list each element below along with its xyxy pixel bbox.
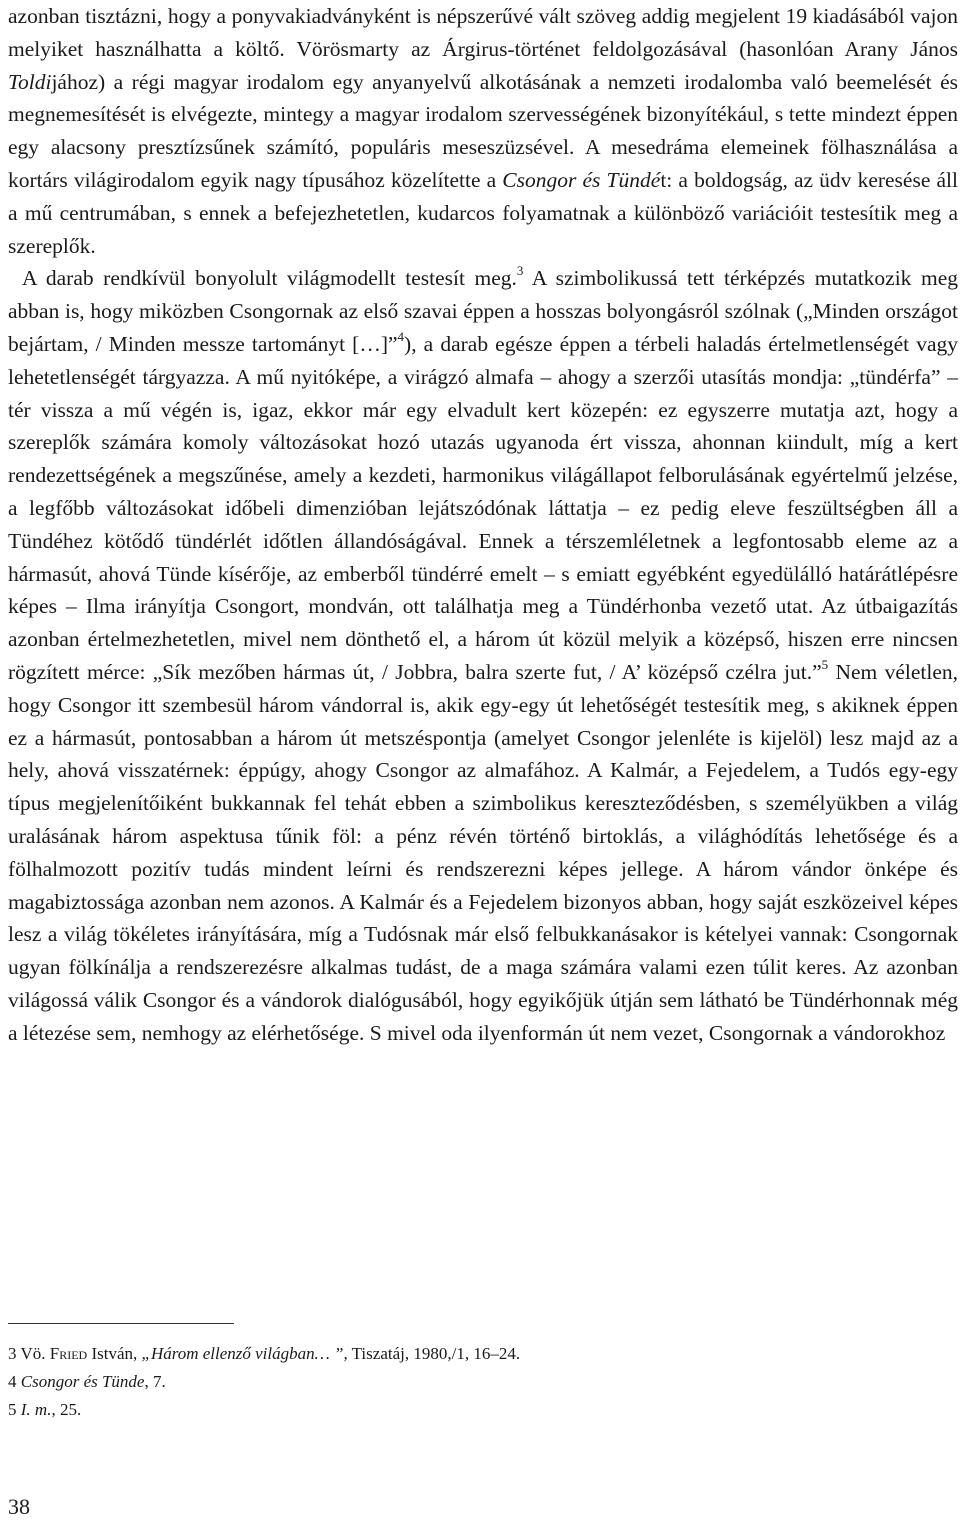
italic-title: „Három ellenző világban… ” xyxy=(141,1344,344,1363)
footnote-5 xyxy=(8,1396,908,1424)
text-run: ), a darab egésze éppen a térbeli haladás értelmetlenségét vagy lehetetlenségét tárgyazza. A mű nyitóképe, a virágzó almafa – ahogy a szerzői utasítás mondja: „tündérfa” – tér vissza a mű végén is, igaz, ekkor már egy elvadult kert közepén: ez egyszerre mutatja azt, hogy a szereplők számára komoly változásokat hozó utazás ugyanoda ért vissza, ahonnan kiindult, míg a kert rendezettségének a megszűnése, amely a kezdeti, harmonikus világállapot felborulásának egyértelmű jelzése, a legfőbb változásokat időbeli dimenzióban lejátszódónak láttatja – ez pedig eleve feszültségben áll a Tündéhez kötődő tündérlét időtlen állandóságával. Ennek a térszemléletnek a legfontosabb eleme az a hármasút, ahová Tünde kísérője, az emberből tündérré emelt – s emiatt egyébként egyedülálló határátlépésre képes – Ilma irányítja Csongort, mondván, ott találhatja meg a Tündérhonba vezető utat. Az útbaigazítás azonban értelmezhetetlen, mivel nem dönthető el, a három út közül melyik a középső, hiszen erre nincsen rögzített mérce: „Sík mezőben hármas út, / Jobbra, balra szerte fut, / A’ középső czélra jut.” xyxy=(8,331,958,684)
italic-title: I. m. xyxy=(20,1400,52,1419)
footnote-number: 5 xyxy=(8,1400,17,1419)
paragraph xyxy=(8,0,958,262)
main-text xyxy=(8,0,958,1050)
text-run: István, xyxy=(87,1344,142,1363)
text-run: A szimbolikussá tett térképzés mutatkozik meg abban is, hogy miközben Csongornak az első szavai éppen a hosszas bolyongásról szólnak („Minden országot bejártam, / Minden messze tartományt […]” xyxy=(8,266,958,356)
italic-title: Csongor és Tünde xyxy=(20,1372,145,1391)
italic-title: Toldi xyxy=(8,69,52,94)
text-run: Vö. F xyxy=(16,1344,60,1363)
text-run: A darab rendkívül bonyolult világmodellt testesít meg. xyxy=(22,266,517,291)
footnote-ref-4[interactable]: 4 xyxy=(397,328,405,344)
footnotes xyxy=(8,1340,908,1424)
text-run: , 25. xyxy=(51,1400,82,1419)
footnote-number: 3 xyxy=(8,1344,17,1363)
footnote-3 xyxy=(8,1340,908,1368)
footnote-ref-5[interactable]: 5 xyxy=(821,656,829,672)
text-run: azonban tisztázni, hogy a ponyvakiadványként is népszerűvé vált szöveg addig megjelent 19 kiadásából vajon melyiket használhatta a költő. Vörösmarty az Árgirus-történet feldolgozásával (hasonlóan Arany János xyxy=(8,4,958,61)
text-run: Nem véletlen, hogy Csongor itt szembesül három vándorral is, akik egy-egy út lehetőségét testesítik meg, s akiknek éppen ez a hármasút, pontosabban a három út metszéspontja (amelyet Csongor jelenléte is kijelöl) lesz majd az a hely, ahová visszatérnek: éppúgy, ahogy Csongor az almafához. A Kalmár, a Fejedelem, a Tudós egy-egy típus megjelenítőiként bukkannak fel tehát ebben a szimbolikus kereszteződésben, s személyükben a világ uralásának három aspektusa tűnik föl: a pénz révén történő birtoklás, a világhódítás lehetősége és a fölhalmozott pozitív tudás mindent leírni és rendszerezni képes jellege. A három vándor önképe és magabiztossága azonban nem azonos. A Kalmár és a Fejedelem bizonyos abban, hogy saját eszközeivel képes lesz a világ tökéletes irányítására, míg a Tudósnak már első felbukkanásakor is kételyei vannak: Csongornak ugyan fölkínálja a rendszerezésre alkalmas tudást, de a maga számára valami ezen túlit keres. Az azonban világossá válik Csongor és a vándorok dialógusából, hogy egyikőjük útján sem látható be Tündérhonnak még a létezése sem, nemhogy az elérhetősége. S mivel oda ilyenformán út nem vezet, Csongornak a vándorokhoz xyxy=(8,659,958,1045)
text-run: t: a boldogság, az üdv keresése áll a mű centrumában, s ennek a befejezhetetlen, kudarcos folyamatnak a különböző variációit testesítik meg a szereplők. xyxy=(8,167,959,258)
page-number: 38 xyxy=(8,1494,30,1519)
text-run: , 7. xyxy=(144,1372,166,1391)
paragraph xyxy=(8,262,958,1049)
italic-title: Csongor és Tündé xyxy=(502,167,661,192)
footnote-ref-3[interactable]: 3 xyxy=(516,263,524,279)
footnote-number: 4 xyxy=(8,1372,17,1391)
footnote-4 xyxy=(8,1368,908,1396)
footnote-divider xyxy=(8,1323,234,1324)
small-caps-text: ried xyxy=(59,1344,88,1363)
text-run: , Tiszatáj, 1980,/1, 16–24. xyxy=(343,1344,521,1363)
text-run: jához) a régi magyar irodalom egy anyanyelvű alkotásának a nemzeti irodalomba való beemelését és megnemesítését is elvégezte, mintegy a magyar irodalom szervességének bizonyítékául, s tette mindezt éppen egy alacsony presztízsűnek számító, populáris meseszüzsével. A mesedráma elemeinek fölhasználása a kortárs világirodalom egyik nagy típusához közelítette a xyxy=(8,69,958,192)
